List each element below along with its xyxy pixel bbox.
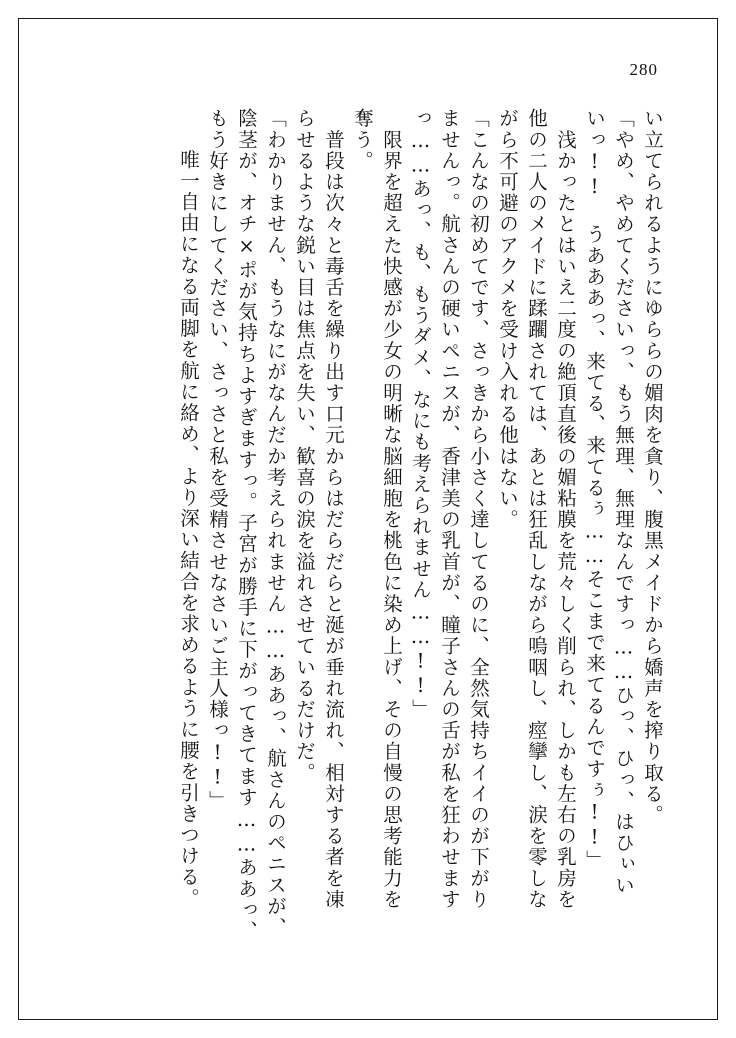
- text-column: 限界を超えた快感が少女の明晰な脳細胞を桃色に染め上げ、その自慢の思考能力を: [380, 108, 403, 910]
- page-number: 280: [629, 60, 658, 79]
- text-column: いっ!! うあああっ、来てる、来てるぅ……そこまで来てるんですぅ!!」: [583, 108, 606, 871]
- text-column: 「やめ、やめてくださいっ、もう無理、無理なんですっ……ひっ、ひっ、はひぃい: [612, 108, 635, 896]
- text-column: らせるような鋭い目は焦点を失い、歓喜の涙を溢れさせているだけだ。: [293, 108, 316, 784]
- vertical-text-block: [62, 108, 662, 948]
- text-column: がら不可避のアクメを受け入れる他はない。: [496, 108, 519, 530]
- text-column: 他の二人のメイドに蹂躙されては、あとは狂乱しながら嗚咽し、痙攣し、涙を零しな: [525, 108, 548, 910]
- text-column: い立てられるようにゆららの媚肉を貪り、腹黒メイドから嬌声を搾り取る。: [641, 108, 664, 826]
- text-column: 普段は次々と毒舌を繰り出す口元からはだらだらと涎が垂れ流れ、相対する者を凍: [322, 108, 345, 910]
- text-column: 「こんなの初めてです、さっきから小さく達してるのに、全然気持ちイイのが下がり: [467, 108, 490, 910]
- text-column: もう好きにしてください、さっさと私を受精させなさいご主人様っ!!」: [206, 108, 229, 812]
- text-column: 「わかりません、もうなにがなんだか考えられません……ああっ、航さんのペニスが、: [264, 108, 287, 938]
- text-column: 陰茎が、オチ×ポが気持ちよすぎますっ。子宮が勝手に下がってきてます……ああっ、: [235, 108, 258, 942]
- text-column: ませんっ。航さんの硬いペニスが、香津美の乳首が、瞳子さんの舌が私を狂わせます: [438, 108, 461, 910]
- text-column: 浅かったとはいえ二度の絶頂直後の媚粘膜を荒々しく削られ、しかも左右の乳房を: [554, 108, 577, 910]
- text-column: っ……あっ、も、もうダメ、なにも考えられません……!!」: [409, 108, 432, 720]
- text-column: 唯一自由になる両脚を航に絡め、より深い結合を求めるように腰を引きつける。: [177, 128, 200, 909]
- text-column: 奪う。: [351, 108, 374, 172]
